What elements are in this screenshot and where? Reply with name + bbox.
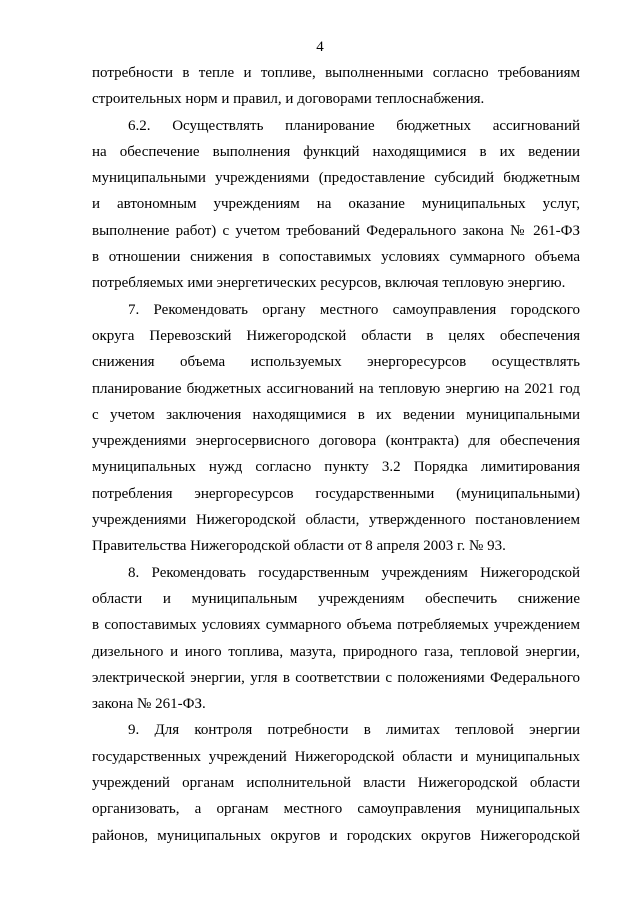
text-line: в сопоставимых условиях суммарного объема потребляемых учреждением	[92, 617, 580, 634]
text-line: 6.2. Осуществлять планирование бюджетных ассигнований	[128, 117, 580, 134]
text-line: дизельного и иного топлива, мазута, природного газа, тепловой энергии,	[92, 643, 580, 660]
text-line: 9. Для контроля потребности в лимитах тепловой энергии	[128, 722, 580, 739]
text-line: 8. Рекомендовать государственным учреждениям Нижегородской	[128, 564, 580, 581]
text-line: потребности в тепле и топливе, выполненными согласно требованиям	[92, 65, 580, 81]
text-line: государственных учреждений Нижегородской области и муниципальных	[92, 748, 580, 765]
text-line: потребления энергоресурсов государственными (муниципальными)	[92, 485, 580, 502]
text-line: закона № 261-ФЗ.	[92, 696, 206, 713]
text-line: на обеспечение выполнения функций находящимися в их ведении	[92, 143, 580, 160]
text-line: округа Перевозский Нижегородской области в целях обеспечения	[92, 327, 580, 344]
text-line: учреждений органам исполнительной власти Нижегородской области	[92, 775, 580, 792]
text-line: планирование бюджетных ассигнований на тепловую энергию на 2021 год	[92, 380, 580, 397]
text-line: учреждениями энергосервисного договора (контракта) для обеспечения	[92, 433, 580, 450]
text-line: организовать, а органам местного самоуправления муниципальных	[92, 801, 580, 818]
text-line: 7. Рекомендовать органу местного самоуправления городского	[128, 301, 580, 318]
text-line: строительных норм и правил, и договорами теплоснабжения.	[92, 91, 485, 108]
text-line: с учетом заключения находящимися в их ведении муниципальными	[92, 406, 580, 423]
text-line: выполнение работ) с учетом требований Федерального закона № 261-ФЗ	[92, 222, 580, 239]
page-number: 4	[316, 39, 324, 55]
text-line: электрической энергии, угля в соответствии с положениями Федерального	[92, 669, 580, 686]
text-line: районов, муниципальных округов и городских округов Нижегородской	[92, 827, 580, 844]
text-line: снижения объема используемых энергоресурсов осуществлять	[92, 354, 580, 371]
text-line: и автономным учреждениям на оказание муниципальных услуг,	[92, 196, 580, 213]
text-line: муниципальных нужд согласно пункту 3.2 Порядка лимитирования	[92, 459, 580, 476]
text-line: потребляемых ими энергетических ресурсов, включая тепловую энергию.	[92, 275, 566, 292]
text-line: Правительства Нижегородской области от 8 апреля 2003 г. № 93.	[92, 538, 506, 555]
document-body	[92, 60, 580, 849]
text-line: учреждениями Нижегородской области, утвержденного постановлением	[92, 512, 580, 529]
text-line: в отношении снижения в сопоставимых условиях суммарного объема	[92, 249, 580, 266]
text-line: муниципальными учреждениями (предоставление субсидий бюджетным	[92, 170, 580, 187]
text-line: области и муниципальным учреждениям обеспечить снижение	[92, 590, 580, 607]
